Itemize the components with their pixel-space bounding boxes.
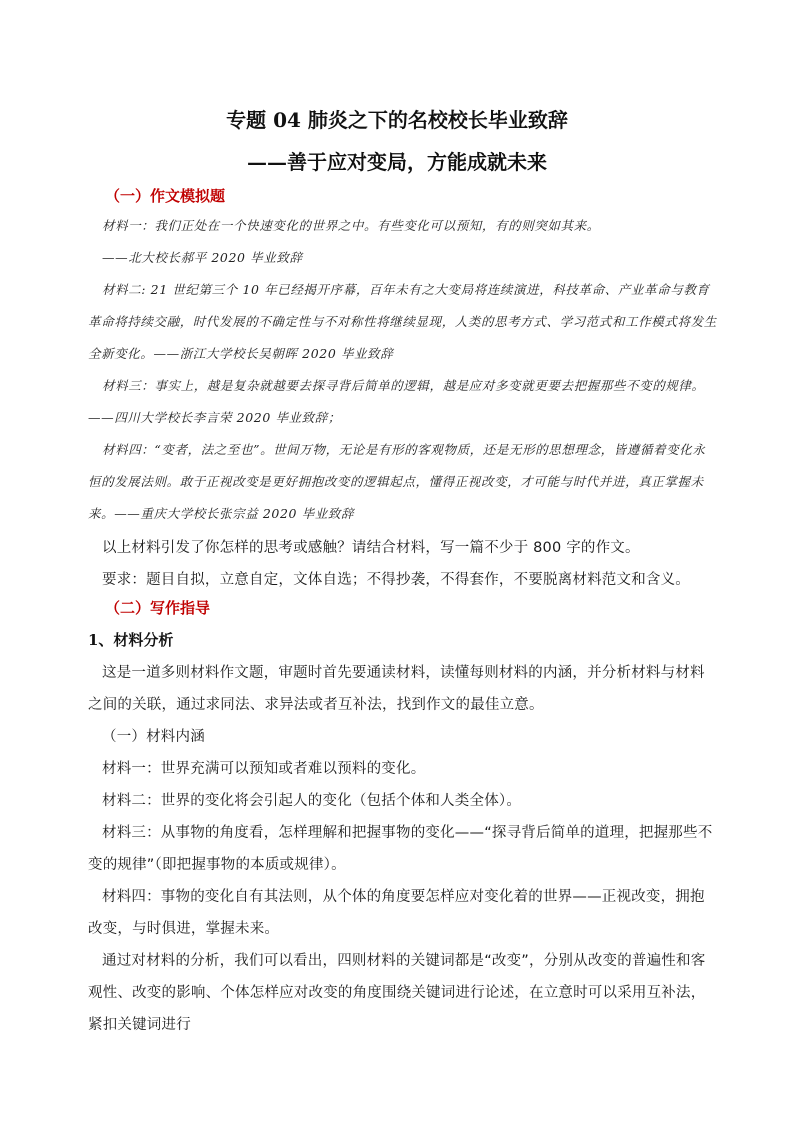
analysis-material-three: 材料三：从事物的角度看，怎样理解和把握事物的变化——“探寻背后简单的道理，把握那些不变的规律”（即把握事物的本质或规律）。 — [88, 825, 713, 873]
analysis-conclusion: 通过对材料的分析，我们可以看出，四则材料的关键词都是“改变”，分别从改变的普遍性和客观性、改变的影响、个体怎样应对改变的角度围绕关键词进行论述，在立意时可以采用互补法，紧扣关键词进行 — [88, 953, 706, 1033]
document-subtitle: ——善于应对变局，方能成就未来 — [247, 150, 547, 174]
material-one: 材料一：我们正处在一个快速变化的世界之中。有些变化可以预知，有的则突如其来。 — [102, 218, 600, 233]
writing-requirement: 要求：题目自拟，立意自定，文体自选；不得抄袭，不得套作，不要脱离材料范文和含义。 — [102, 572, 690, 588]
analysis-material-four: 材料四：事物的变化自有其法则，从个体的角度要怎样应对变化着的世界——正视改变，拥抱改变，与时俱进，掌握未来。 — [88, 889, 705, 937]
section-heading-prompt: （一）作文模拟题 — [105, 187, 226, 205]
material-three: 材料三：事实上，越是复杂就越要去探寻背后简单的逻辑，越是应对多变就更要去把握那些不变的规律。——四川大学校长李言荣 2020 毕业致辞； — [88, 378, 705, 425]
analysis-intro: 这是一道多则材料作文题，审题时首先要通读材料，读懂每则材料的内涵，并分析材料与材料之间的关联，通过求同法、求异法或者互补法，找到作文的最佳立意。 — [88, 665, 705, 713]
subheading-material-meaning: （一）材料内涵 — [102, 729, 205, 745]
section-heading-guidance: （二）写作指导 — [105, 599, 211, 617]
material-one-source: ——北大校长郝平 2020 毕业致辞 — [102, 250, 303, 265]
material-two: 材料二: 21 世纪第三个 10 年已经揭开序幕，百年未有之大变局将连续演进，科技革命、产业革命与教育革命将持续交融，时代发展的不确定性与不对称性将继续显现，人类的思考方式、学习范式和工作模式将发生全新变化。——浙江大学校长吴朝晖 2020 毕业致辞 — [88, 282, 717, 361]
analysis-material-two: 材料二：世界的变化将会引起人的变化（包括个体和人类全体）。 — [102, 793, 522, 809]
subheading-material-analysis: 1、材料分析 — [88, 631, 174, 649]
document-title: 专题 04 肺炎之下的名校校长毕业致辞 — [226, 108, 568, 132]
analysis-material-one: 材料一：世界充满可以预知或者难以预料的变化。 — [102, 761, 426, 777]
writing-prompt: 以上材料引发了你怎样的思考或感触？请结合材料，写一篇不少于 800 字的作文。 — [102, 540, 640, 556]
material-four: 材料四：“变者，法之至也”。世间万物，无论是有形的客观物质，还是无形的思想理念，皆遵循着变化永恒的发展法则。敢于正视改变是更好拥抱改变的逻辑起点，懂得正视改变，才可能与时代并进，真正掌握未来。——重庆大学校长张宗益 2020 毕业致辞 — [88, 442, 706, 521]
